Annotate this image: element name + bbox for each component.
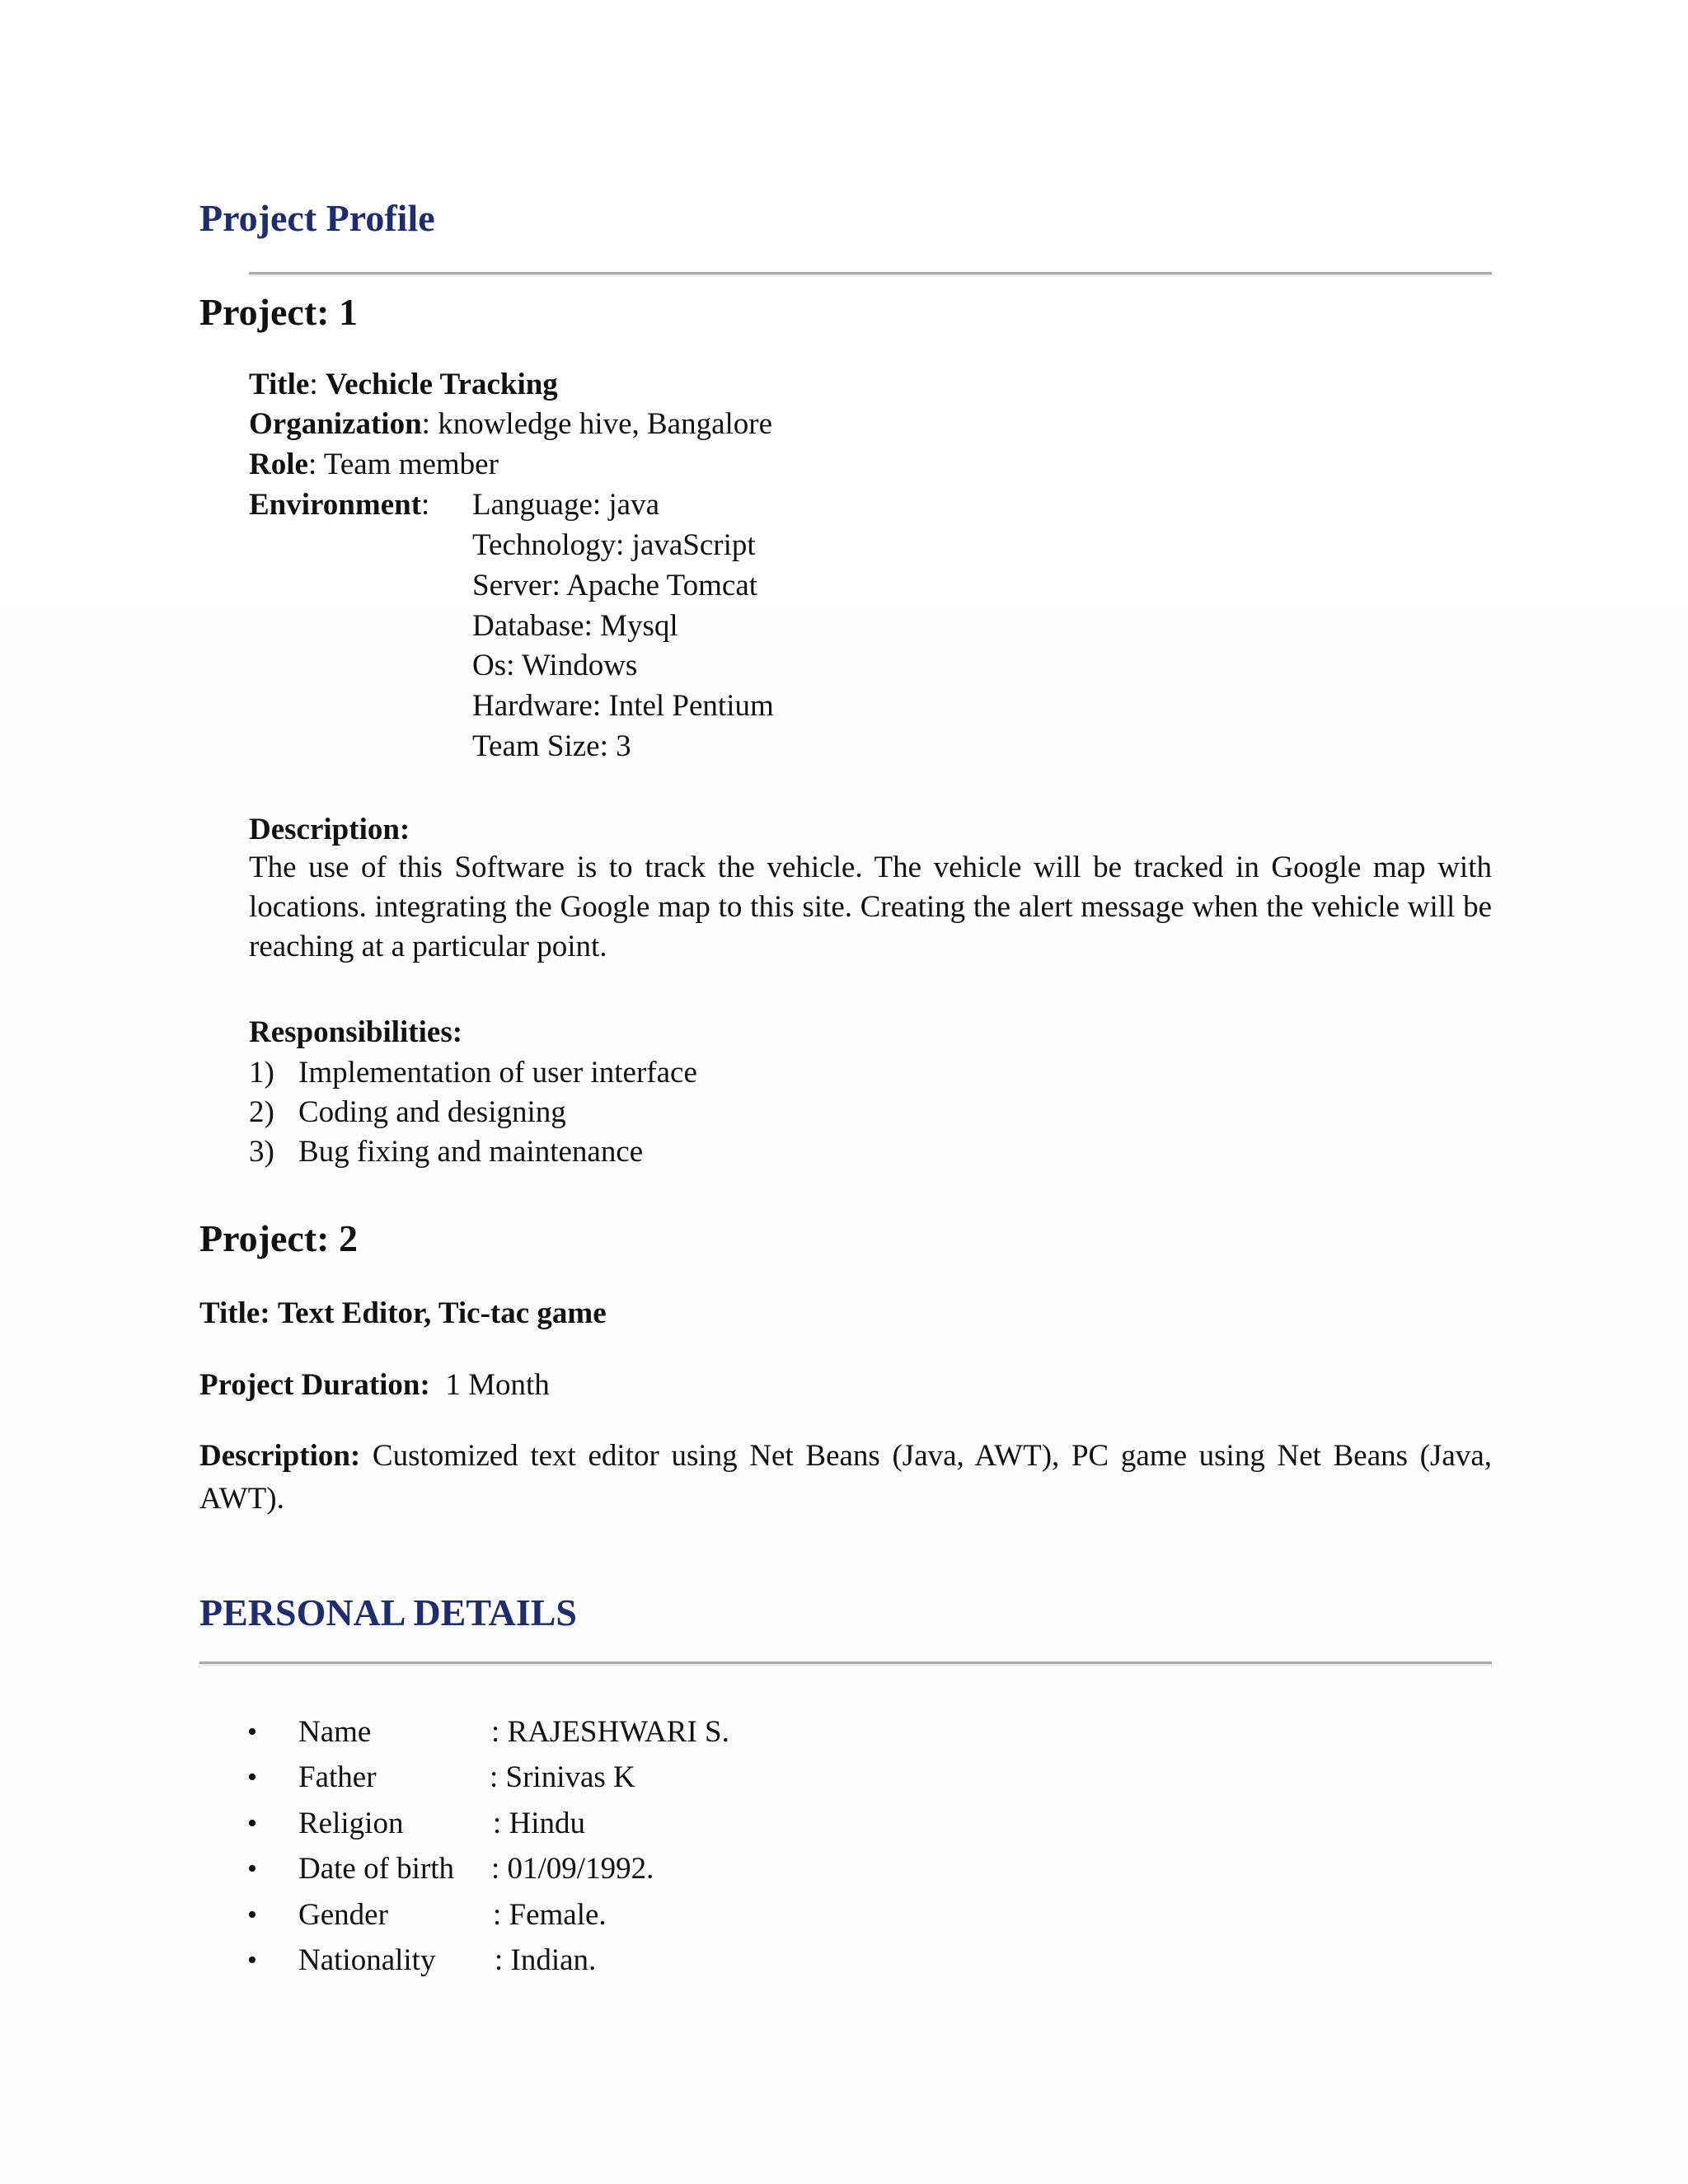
project-2-heading: Project: 2	[199, 1217, 358, 1259]
project-1-role-row	[249, 449, 499, 480]
title-value: Vechicle Tracking	[325, 368, 558, 401]
responsibility-item: Bug fixing and maintenance	[298, 1135, 644, 1169]
title-value: Text Editor, Tic-tac game	[277, 1296, 607, 1330]
detail-label: Gender	[298, 1898, 388, 1932]
organization-label: Organization	[249, 407, 422, 441]
title-label: Title	[249, 368, 310, 401]
project-1-title-row	[249, 369, 558, 400]
env-item: Technology: javaScript	[472, 528, 756, 562]
bullet-icon: •	[247, 1854, 257, 1884]
title-colon: :	[309, 368, 326, 401]
detail-value: : Female.	[493, 1898, 607, 1932]
detail-value: : Srinivas K	[490, 1760, 635, 1794]
environment-colon: :	[421, 488, 430, 522]
project-1-organization-row	[249, 409, 772, 439]
responsibility-number: 1)	[249, 1056, 274, 1090]
section-divider	[199, 1661, 1492, 1664]
description-label: Description:	[249, 813, 410, 846]
env-item: Language: java	[472, 488, 660, 522]
detail-value: : RAJESHWARI S.	[491, 1715, 729, 1749]
env-item: Team Size: 3	[472, 729, 631, 763]
duration-label: Project Duration:	[199, 1368, 430, 1402]
detail-label: Nationality	[298, 1943, 436, 1977]
bullet-icon: •	[247, 1900, 257, 1930]
project-2-description	[199, 1435, 1492, 1521]
project-1-environment-label	[249, 490, 429, 520]
description-text: The use of this Software is to track the vehicle. The vehicle will be tracked in Google map with locations. integrating the Google map to this site. Creating the alert message when the vehicle will be reaching at a particular point.	[249, 851, 1492, 963]
project-1-heading: Project: 1	[199, 291, 358, 333]
detail-label: Name	[298, 1715, 372, 1749]
bullet-icon: •	[247, 1808, 257, 1839]
detail-label: Father	[298, 1760, 377, 1794]
env-item: Server: Apache Tomcat	[472, 569, 758, 602]
role-label: Role	[249, 448, 308, 481]
bullet-icon: •	[247, 1762, 257, 1793]
personal-details-heading: PERSONAL DETAILS	[199, 1591, 578, 1633]
title-label: Title:	[199, 1296, 270, 1330]
detail-value: : Hindu	[493, 1807, 586, 1840]
role-value: : Team member	[307, 448, 499, 481]
project-2-duration-row	[199, 1370, 550, 1400]
env-item: Database: Mysql	[472, 609, 678, 643]
description-text: Customized text editor using Net Beans (Java, AWT), PC game using Net Beans (Java, AWT).	[199, 1439, 1492, 1516]
bullet-icon: •	[247, 1717, 257, 1747]
responsibility-item: Coding and designing	[298, 1095, 566, 1129]
responsibility-number: 2)	[249, 1095, 274, 1129]
duration-value: 1 Month	[445, 1368, 550, 1402]
responsibilities-label: Responsibilities:	[249, 1015, 463, 1049]
detail-value: : Indian.	[495, 1943, 597, 1977]
section-divider	[249, 272, 1492, 274]
detail-label: Date of birth	[298, 1852, 455, 1886]
env-item: Hardware: Intel Pentium	[472, 689, 774, 723]
project-profile-heading: Project Profile	[199, 197, 435, 239]
detail-label: Religion	[298, 1807, 404, 1840]
responsibility-item: Implementation of user interface	[298, 1056, 697, 1090]
project-2-title-row	[199, 1298, 607, 1329]
organization-value: : knowledge hive, Bangalore	[421, 407, 773, 441]
responsibility-number: 3)	[249, 1135, 274, 1169]
bullet-icon: •	[247, 1945, 257, 1975]
environment-label: Environment	[249, 488, 422, 522]
description-label: Description:	[199, 1439, 361, 1473]
detail-value: : 01/09/1992.	[491, 1852, 654, 1886]
env-item: Os: Windows	[472, 649, 638, 682]
